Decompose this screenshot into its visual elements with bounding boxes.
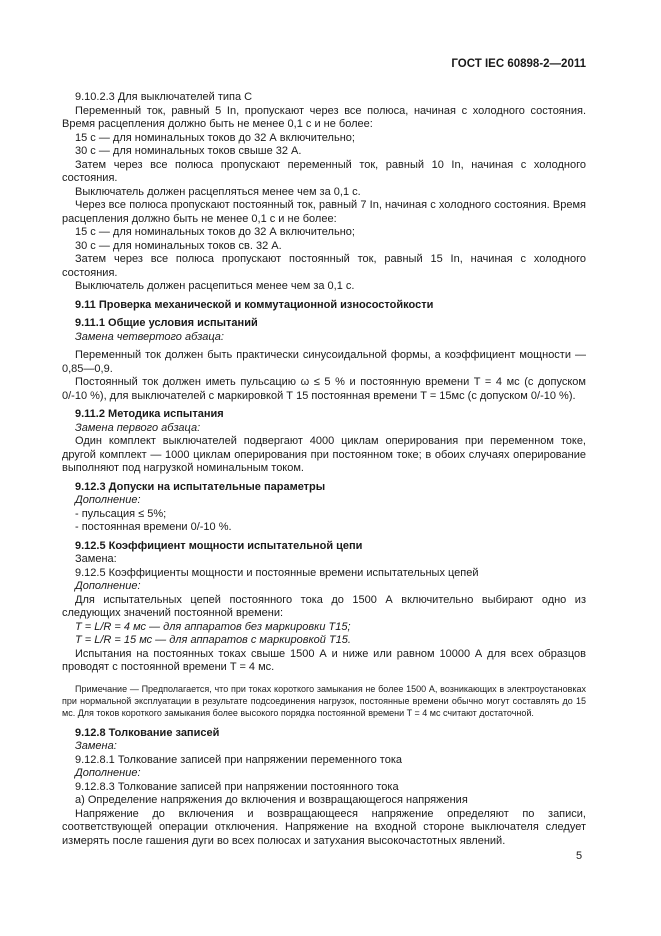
amendment-note: Замена:: [75, 553, 117, 565]
paragraph: 9.12.5 Коэффициенты мощности и постоянные времени испытательных цепей: [75, 566, 479, 579]
list-item: 15 с — для номинальных токов до 32 А включительно;: [75, 226, 355, 238]
amendment-note: Дополнение:: [75, 494, 141, 506]
document-page: [62, 58, 586, 848]
section-heading-9-12-8: 9.12.8 Толкование записей: [75, 726, 220, 739]
paragraph: 9.12.8.1 Толкование записей при напряжении переменного тока: [75, 753, 403, 766]
paragraph: Выключатель должен расцепляться менее чем за 0,1 с.: [75, 185, 361, 198]
amendment-note: Замена первого абзаца:: [75, 421, 201, 434]
list-item: а) Определение напряжения до включения и возвращающегося напряжения: [75, 794, 468, 806]
paragraph: Испытания на постоянных токах свыше 1500 А и ниже или равном 10000 А для всех образцов проводят с постоянной времени T = 4 мс.: [62, 647, 586, 673]
paragraph: 9.12.8.3 Толкование записей при напряжении постоянного тока: [75, 780, 399, 793]
paragraph: Затем через все полюса пропускают переменный ток, равный 10 In, начиная с холодного состояния.: [62, 158, 586, 184]
clause-9-10-2-3: 9.10.2.3 Для выключателей типа С: [75, 91, 253, 103]
amendment-note: Дополнение:: [75, 767, 141, 779]
paragraph: Затем через все полюса пропускают постоянный ток, равный 15 In, начиная с холодного состояния.: [62, 253, 586, 279]
standard-header: ГОСТ IEC 60898-2—2011: [451, 58, 586, 70]
amendment-note: Замена четвертого абзаца:: [75, 330, 224, 343]
list-item: - постоянная времени 0/-10 %.: [75, 521, 232, 533]
paragraph: Через все полюса пропускают постоянный ток, равный 7 In, начиная с холодного состояния. Время расцепления должно быть не менее 0,1 с и не более:: [62, 199, 586, 225]
formula-line: T = L/R = 4 мс — для аппаратов без маркировки Т15;: [75, 620, 351, 633]
formula-line: T = L/R = 15 мс — для аппаратов с маркировкой Т15.: [75, 634, 351, 646]
section-heading-9-12-5: 9.12.5 Коэффициент мощности испытательной цепи: [75, 539, 363, 552]
list-item: - пульсация ≤ 5%;: [75, 507, 167, 520]
amendment-note: Дополнение:: [75, 580, 141, 592]
section-heading-9-11-2: 9.11.2 Методика испытания: [75, 408, 224, 420]
list-item: 30 с — для номинальных токов св. 32 А.: [75, 239, 282, 252]
section-heading-9-11: 9.11 Проверка механической и коммутационной износостойкости: [75, 298, 434, 311]
paragraph: Выключатель должен расцепиться менее чем за 0,1 с.: [75, 280, 355, 292]
list-item: 30 с — для номинальных токов свыше 32 А.: [75, 145, 302, 157]
list-item: 15 с — для номинальных токов до 32 А включительно;: [75, 131, 355, 144]
paragraph: Для испытательных цепей постоянного тока до 1500 А включительно выбирают одно из следующих значений постоянной времени:: [62, 593, 586, 619]
section-heading-9-11-1: 9.11.1 Общие условия испытаний: [75, 317, 258, 329]
paragraph: Переменный ток, равный 5 In, пропускают через все полюса, начиная с холодного состояния. Время расцепления должно быть не менее 0,1 с и не более:: [62, 104, 586, 130]
paragraph: Один комплект выключателей подвергают 4000 циклам оперирования при переменном токе, другой комплект — 1000 циклам оперирования при постоянном токе; в обоих случаях оперирование выполняют под нагрузкой номинальным током.: [62, 435, 586, 474]
paragraph: Переменный ток должен быть практически синусоидальной формы, а коэффициент мощности — 0,85—0,9.: [62, 349, 586, 375]
note: Примечание — Предполагается, что при токах короткого замыкания не более 1500 А, возникающих в электроустановках при нормальной эксплуатации в результате подсоединения нагрузок, постоянные времени обычно могут составлять до 15 мс. Для токов короткого замыкания более высокого порядка постоянной времени T = 4 мс считают достаточной.: [62, 683, 586, 718]
paragraph: Постоянный ток должен иметь пульсацию ω ≤ 5 % и постоянную времени T = 4 мс (с допуском 0/-10 %), для выключателей с маркировкой Т 15 постоянная времени T = 15мс (с допуском 0/-10 %).: [62, 376, 586, 402]
page-number: 5: [576, 850, 583, 862]
paragraph: Напряжение до включения и возвращающееся напряжение определяют по записи, соответствующей операции отключения. Напряжение на входной стороне выключателя следует измерять после гашения дуги во всех полюсах и затухания высокочастотных явлений.: [62, 807, 586, 847]
section-heading-9-12-3: 9.12.3 Допуски на испытательные параметры: [75, 480, 326, 493]
amendment-note: Замена:: [75, 740, 117, 752]
